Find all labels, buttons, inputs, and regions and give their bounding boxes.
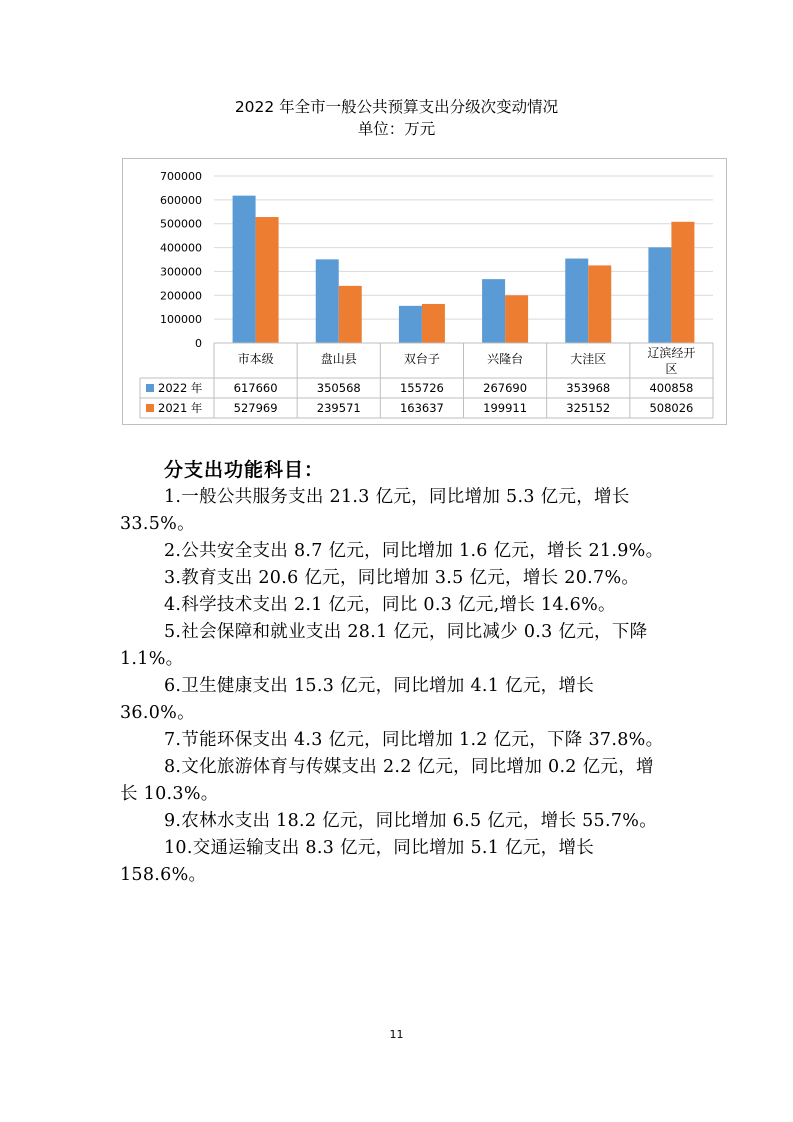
data-label: 350568	[316, 381, 361, 395]
bar	[505, 295, 528, 343]
x-tick-label: 大洼区	[570, 352, 607, 366]
bar	[256, 217, 279, 343]
list-item: 2.公共安全支出 8.7 亿元，同比增加 1.6 亿元，增长 21.9%。	[164, 541, 664, 561]
y-tick-label: 500000	[160, 217, 202, 231]
y-tick-label: 200000	[160, 289, 202, 303]
bar	[233, 196, 256, 343]
legend-swatch	[146, 384, 154, 392]
list-item: 6.卫生健康支出 15.3 亿元，同比增加 4.1 亿元，增长 36.0%。	[120, 676, 595, 723]
list-item: 7.节能环保支出 4.3 亿元，同比增加 1.2 亿元，下降 37.8%。	[164, 730, 664, 750]
y-tick-label: 400000	[160, 241, 202, 255]
y-tick-label: 600000	[160, 193, 202, 207]
list-item: 1.一般公共服务支出 21.3 亿元，同比增加 5.3 亿元，增长 33.5%。	[120, 487, 630, 534]
bar	[339, 286, 362, 343]
list-item: 3.教育支出 20.6 亿元，同比增加 3.5 亿元，增长 20.7%。	[164, 568, 640, 588]
data-label: 267690	[483, 381, 528, 395]
data-label: 163637	[399, 401, 444, 415]
section-heading: 分支出功能科目：	[164, 459, 325, 481]
legend-label: 2021 年	[158, 401, 203, 415]
page-title: 2022 年全市一般公共预算支出分级次变动情况	[234, 98, 559, 116]
data-label: 239571	[316, 401, 361, 415]
y-tick-label: 100000	[160, 313, 202, 327]
bar	[399, 306, 422, 343]
legend-swatch	[146, 404, 154, 412]
expenditure-list	[120, 484, 670, 889]
x-tick-label: 辽滨经开	[647, 346, 696, 360]
bar	[648, 247, 671, 343]
list-item: 4.科学技术支出 2.1 亿元，同比 0.3 亿元,增长 14.6%。	[164, 595, 616, 615]
y-tick-label: 700000	[160, 170, 202, 183]
data-label: 199911	[483, 401, 528, 415]
data-label: 155726	[399, 381, 444, 395]
y-tick-label: 0	[195, 337, 202, 350]
x-tick-label: 双台子	[403, 352, 440, 366]
list-item: 5.社会保障和就业支出 28.1 亿元，同比减少 0.3 亿元，下降 1.1%。	[120, 622, 648, 669]
data-label: 617660	[233, 381, 278, 395]
data-label: 353968	[566, 381, 611, 395]
data-label: 325152	[566, 401, 611, 415]
data-label: 527969	[233, 401, 278, 415]
y-tick-label: 300000	[160, 265, 202, 279]
bar-chart	[122, 158, 727, 425]
list-item: 9.农林水支出 18.2 亿元，同比增加 6.5 亿元，增长 55.7%。	[164, 811, 657, 831]
bar	[316, 259, 339, 343]
legend-label: 2022 年	[158, 381, 203, 395]
x-tick-label: 盘山县	[320, 352, 357, 366]
list-item: 8.文化旅游体育与传媒支出 2.2 亿元，同比增加 0.2 亿元，增长 10.3%。	[120, 757, 654, 804]
bar	[588, 265, 611, 343]
unit-label: 单位：万元	[357, 120, 436, 138]
bar	[422, 304, 445, 343]
bar	[565, 259, 588, 343]
list-item: 10.交通运输支出 8.3 亿元，同比增加 5.1 亿元，增长 158.6%。	[120, 838, 595, 885]
data-label: 508026	[649, 401, 694, 415]
x-tick-label: 市本级	[237, 352, 274, 366]
page-number: 11	[389, 1028, 404, 1041]
bar	[482, 279, 505, 343]
bar	[671, 222, 694, 343]
x-tick-label: 区	[665, 362, 678, 376]
data-label: 400858	[649, 381, 694, 395]
x-tick-label: 兴隆台	[487, 352, 524, 366]
